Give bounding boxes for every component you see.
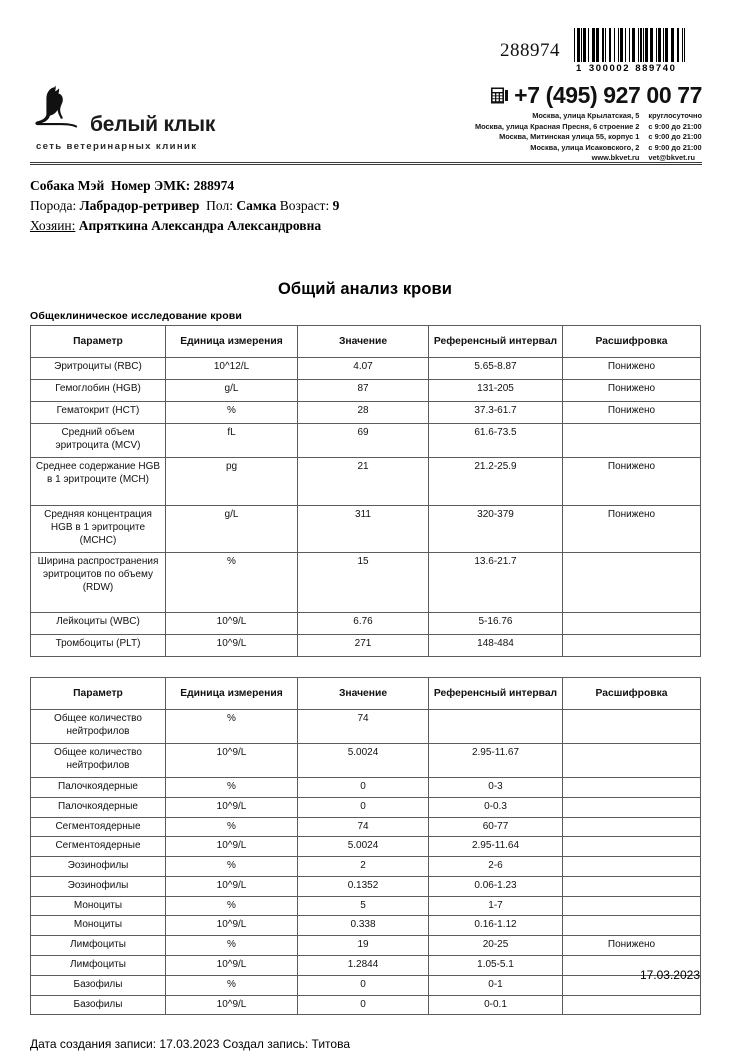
cell-parameter: Общее количество нейтрофилов (31, 709, 166, 743)
age-value: 9 (332, 197, 340, 213)
table-row (31, 505, 701, 552)
cell-unit: % (166, 709, 298, 743)
record-created-line: Дата создания записи: 17.03.2023 Создал запись: Титова (30, 1037, 351, 1051)
cell-value: 28 (298, 401, 429, 423)
clinic-phone: +7 (495) 927 00 77 (514, 82, 702, 108)
cell-reference: 0-0.1 (429, 995, 563, 1015)
cell-interpretation: Понижено (563, 505, 701, 552)
breed-label: Порода: (30, 197, 77, 213)
clinic-address-row (475, 132, 702, 143)
clinic-hours: круглосуточно (648, 111, 702, 120)
th-parameter: Параметр (31, 325, 166, 357)
clinic-address: Москва, улица Крылатская, 5 (532, 111, 640, 120)
cell-reference: 0.06-1.23 (429, 876, 563, 896)
cell-reference: 320-379 (429, 505, 563, 552)
cell-interpretation: Понижено (563, 457, 701, 505)
table-row (31, 956, 701, 976)
cell-reference: 0.16-1.12 (429, 916, 563, 936)
cell-value: 87 (298, 379, 429, 401)
cell-reference: 131-205 (429, 379, 563, 401)
cell-parameter: Моноциты (31, 916, 166, 936)
cell-parameter: Лейкоциты (WBC) (31, 612, 166, 634)
cell-value: 271 (298, 634, 429, 656)
owner-value: Апряткина Александра Александровна (78, 217, 322, 233)
cell-value: 0.338 (298, 916, 429, 936)
cell-reference (429, 709, 563, 743)
table-row (31, 995, 701, 1015)
table-spacer (0, 657, 730, 677)
patient-species: Собака (30, 178, 75, 193)
cell-interpretation: Понижено (563, 379, 701, 401)
patient-info (30, 176, 730, 236)
table-row (31, 709, 701, 743)
th-interpretation: Расшифровка (563, 677, 701, 709)
cell-value: 2 (298, 857, 429, 877)
th-reference: Референсный интервал (429, 325, 563, 357)
cell-reference: 148-484 (429, 634, 563, 656)
cell-reference: 5.65-8.87 (429, 357, 563, 379)
table-row (31, 612, 701, 634)
cell-reference: 5-16.76 (429, 612, 563, 634)
cell-parameter: Сегментоядерные (31, 817, 166, 837)
age-label: Возраст: (279, 197, 330, 213)
clinic-addresses (475, 111, 702, 164)
cell-unit: 10^9/L (166, 634, 298, 656)
cell-reference: 0-3 (429, 777, 563, 797)
cell-parameter: Тромбоциты (PLT) (31, 634, 166, 656)
cell-interpretation (563, 423, 701, 457)
emk-number-top: 288974 (500, 40, 560, 61)
cell-value: 0 (298, 975, 429, 995)
table-row (31, 379, 701, 401)
table-row (31, 876, 701, 896)
section-caption: Общеклиническое исследование крови (30, 309, 242, 322)
th-reference: Референсный интервал (429, 677, 563, 709)
cell-unit: 10^9/L (166, 837, 298, 857)
table-row (31, 837, 701, 857)
cell-parameter: Моноциты (31, 896, 166, 916)
cell-interpretation: Понижено (563, 401, 701, 423)
cell-reference: 0-1 (429, 975, 563, 995)
clinic-hours: с 9:00 до 21:00 (648, 132, 702, 142)
table-row (31, 857, 701, 877)
cell-interpretation (563, 995, 701, 1015)
table-row (31, 975, 701, 995)
contact-block (475, 84, 702, 164)
table-row (31, 634, 701, 656)
cell-unit: % (166, 857, 298, 877)
cell-parameter: Средняя концентрация HGB в 1 эритроците (MCHC) (31, 505, 166, 552)
cell-unit: % (166, 401, 298, 423)
cell-parameter: Общее количество нейтрофилов (31, 743, 166, 777)
cell-unit: 10^9/L (166, 916, 298, 936)
phone-keypad-icon (490, 86, 509, 105)
clinic-address: www.bkvet.ru (591, 153, 640, 163)
cell-unit: % (166, 777, 298, 797)
th-value: Значение (298, 677, 429, 709)
cell-value: 5 (298, 896, 429, 916)
cell-unit: % (166, 936, 298, 956)
cell-reference: 2.95-11.67 (429, 743, 563, 777)
cell-value: 4.07 (298, 357, 429, 379)
cell-interpretation (563, 552, 701, 612)
cell-parameter: Базофилы (31, 995, 166, 1015)
th-parameter: Параметр (31, 677, 166, 709)
clinic-address: Москва, Митинская улица 55, корпус 1 (499, 132, 640, 142)
cell-reference: 2.95-11.64 (429, 837, 563, 857)
barcode-digit-group-1: 300002 (588, 63, 631, 74)
cell-reference: 21.2-25.9 (429, 457, 563, 505)
cell-reference: 61.6-73.5 (429, 423, 563, 457)
table-row (31, 817, 701, 837)
cell-unit: % (166, 975, 298, 995)
cell-interpretation (563, 797, 701, 817)
table-header-row (31, 677, 701, 709)
clinic-hours: с 9:00 до 21:00 (648, 142, 702, 152)
cell-reference: 13.6-21.7 (429, 552, 563, 612)
page-header (0, 0, 730, 163)
sex-label: Пол: (206, 197, 233, 213)
cell-parameter: Средний объем эритроцита (MCV) (31, 423, 166, 457)
cell-value: 69 (298, 423, 429, 457)
cell-unit: % (166, 896, 298, 916)
th-unit: Единица измерения (166, 325, 298, 357)
barcode (574, 28, 702, 74)
cell-interpretation (563, 743, 701, 777)
cell-interpretation (563, 837, 701, 857)
cell-interpretation (563, 634, 701, 656)
cell-unit: 10^9/L (166, 612, 298, 634)
clinic-address: Москва, улица Красная Пресня, 6 строение 2 (474, 121, 640, 131)
sex-value: Самка (236, 197, 277, 213)
cell-interpretation: Понижено (563, 357, 701, 379)
cell-unit: pg (166, 457, 298, 505)
patient-line-1 (30, 176, 730, 196)
cell-value: 311 (298, 505, 429, 552)
table-row (31, 357, 701, 379)
cell-value: 1.2844 (298, 956, 429, 976)
th-value: Значение (298, 325, 429, 357)
cell-reference: 0-0.3 (429, 797, 563, 817)
clinic-address: Москва, улица Исаковского, 2 (530, 142, 640, 152)
table-row (31, 896, 701, 916)
cell-unit: 10^12/L (166, 357, 298, 379)
page-footer-date: 17.03.2023 (639, 968, 700, 982)
cell-interpretation (563, 709, 701, 743)
cell-unit: g/L (166, 505, 298, 552)
cell-interpretation (563, 916, 701, 936)
cell-unit: % (166, 817, 298, 837)
cell-interpretation (563, 817, 701, 837)
clinic-address-row (475, 122, 702, 133)
cell-value: 74 (298, 709, 429, 743)
clinic-address-row (475, 143, 702, 154)
cell-unit: 10^9/L (166, 797, 298, 817)
cell-unit: 10^9/L (166, 743, 298, 777)
blood-test-table-general (30, 325, 701, 657)
cell-parameter: Лимфоциты (31, 936, 166, 956)
blood-test-table-leukogram (30, 677, 701, 1016)
cell-value: 0 (298, 995, 429, 1015)
table-row (31, 423, 701, 457)
table-row (31, 743, 701, 777)
table-row (31, 916, 701, 936)
cell-parameter: Базофилы (31, 975, 166, 995)
cell-reference: 60-77 (429, 817, 563, 837)
barcode-block (500, 28, 702, 74)
cell-parameter: Ширина распространения эритроцитов по объему (RDW) (31, 552, 166, 612)
clinic-hours: vet@bkvet.ru (648, 153, 696, 163)
clinic-logo (32, 82, 262, 152)
cell-reference: 1-7 (429, 896, 563, 916)
table-row (31, 552, 701, 612)
cell-parameter: Эозинофилы (31, 857, 166, 877)
table-header-row (31, 325, 701, 357)
cell-interpretation (563, 896, 701, 916)
cell-value: 19 (298, 936, 429, 956)
header-divider (30, 162, 702, 165)
page-title: Общий анализ крови (277, 279, 453, 298)
table-row (31, 457, 701, 505)
cell-parameter: Гемоглобин (HGB) (31, 379, 166, 401)
patient-name: Мэй (77, 178, 105, 193)
table-row (31, 777, 701, 797)
cell-value: 21 (298, 457, 429, 505)
cell-unit: 10^9/L (166, 995, 298, 1015)
cell-interpretation: Понижено (563, 936, 701, 956)
clinic-address-row (475, 111, 702, 122)
th-interpretation: Расшифровка (563, 325, 701, 357)
cell-unit: fL (166, 423, 298, 457)
table-row (31, 401, 701, 423)
cell-reference: 37.3-61.7 (429, 401, 563, 423)
cell-value: 6.76 (298, 612, 429, 634)
cell-reference: 20-25 (429, 936, 563, 956)
cell-parameter: Эритроциты (RBC) (31, 357, 166, 379)
cell-reference: 2-6 (429, 857, 563, 877)
cell-value: 0 (298, 777, 429, 797)
table-row (31, 797, 701, 817)
cell-reference: 1.05-5.1 (429, 956, 563, 976)
cell-parameter: Эозинофилы (31, 876, 166, 896)
owner-label: Хозяин: (30, 217, 76, 233)
table-row (31, 936, 701, 956)
logo-subtitle: сеть ветеринарных клиник (36, 141, 198, 152)
barcode-digit-lead: 1 (576, 63, 583, 74)
emk-label: Номер ЭМК: (110, 178, 191, 193)
logo-title: белый клык (90, 113, 216, 136)
cell-value: 0.1352 (298, 876, 429, 896)
cell-value: 0 (298, 797, 429, 817)
barcode-digit-group-2: 889740 (635, 63, 677, 74)
patient-line-3 (30, 216, 730, 236)
patient-line-2 (30, 196, 730, 216)
cell-interpretation (563, 876, 701, 896)
cell-interpretation (563, 857, 701, 877)
emk-value: 288974 (193, 178, 235, 193)
dog-logo-icon (32, 82, 88, 138)
cell-value: 15 (298, 552, 429, 612)
cell-unit: % (166, 552, 298, 612)
barcode-bars (574, 28, 702, 62)
cell-parameter: Лимфоциты (31, 956, 166, 976)
barcode-digits (574, 63, 702, 74)
cell-interpretation (563, 612, 701, 634)
cell-parameter: Среднее содержание HGB в 1 эритроците (MCH) (31, 457, 166, 505)
cell-unit: 10^9/L (166, 876, 298, 896)
cell-parameter: Сегментоядерные (31, 837, 166, 857)
th-unit: Единица измерения (166, 677, 298, 709)
cell-unit: 10^9/L (166, 956, 298, 976)
cell-value: 74 (298, 817, 429, 837)
clinic-hours: с 9:00 до 21:00 (648, 121, 702, 131)
cell-parameter: Гематокрит (HCT) (31, 401, 166, 423)
cell-interpretation (563, 777, 701, 797)
cell-value: 5.0024 (298, 743, 429, 777)
cell-parameter: Палочкоядерные (31, 777, 166, 797)
breed-value: Лабрадор-ретривер (79, 197, 200, 213)
cell-unit: g/L (166, 379, 298, 401)
cell-value: 5.0024 (298, 837, 429, 857)
cell-parameter: Палочкоядерные (31, 797, 166, 817)
